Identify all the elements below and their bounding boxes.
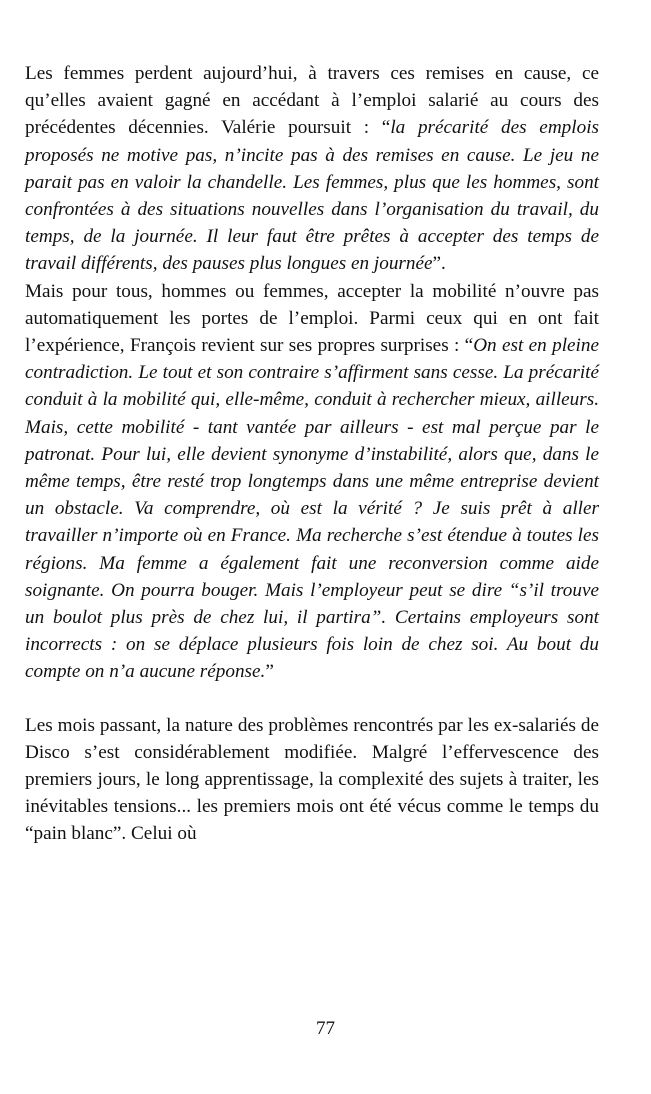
paragraph-intro: Mais pour tous, hommes ou femmes, accepter la mobilité n’ouvre pas automatiquement les portes de l’emploi. Parmi ceux qui en ont fait l’expérience, François revient sur ses propres surprises : “	[25, 280, 599, 357]
francois-quote: On est en pleine contradiction. Le tout et son contraire s’affirment sans cesse. La précarité conduit à la mobilité qui, elle-même, conduit à rechercher mieux, ailleurs. Mais, cette mobilité - tant vantée par ailleurs - est mal perçue par le patronat. Pour lui, elle devient synonyme d’instabilité, alors que, dans le même temps, être resté trop longtemps dans une même entreprise devient un obstacle. Va comprendre, où est la vérité ? Je suis prêt à aller travailler n’importe où en France. Ma recherche s’est étendue à toutes les régions. Ma femme a également fait une reconversion comme aide soignante. On pourra bouger. Mais l’employeur peut se dire “s’il trouve un boulot plus près de chez lui, il partira”. Certains employeurs sont incorrects : on se déplace plusieurs fois loin de chez soi. Au bout du compte on n’a aucune réponse.	[25, 335, 599, 683]
quote-close: ”	[265, 661, 274, 683]
paragraph-intro: Les femmes perdent aujourd’hui, à travers ces remises en cause, ce qu’elles avaient gagné en accédant à l’emploi salarié au cours des précédentes décennies. Valérie poursuit : “	[25, 63, 599, 139]
paragraph-spacer	[25, 686, 599, 712]
paragraph-disco: Les mois passant, la nature des problèmes rencontrés par les ex-salariés de Disco s’est considérablement modifiée. Malgré l’effervescence des premiers jours, le long apprentissage, la complexité des sujets à traiter, les inévitables tensions... les premiers mois ont été vécus comme le temps du “pain blanc”. Celui où	[25, 714, 599, 845]
paragraph-francois	[25, 278, 599, 686]
valerie-quote: la précarité des emplois proposés ne motive pas, n’incite pas à des remises en cause. Le jeu ne parait pas en valoir la chandelle. Les femmes, plus que les hommes, sont confrontées à des situations nouvelles dans l’organisation du travail, du temps, de la journée. Il leur faut être prêtes à accepter des temps de travail différents, des pauses plus longues en journée	[25, 117, 599, 275]
page-body	[25, 60, 599, 848]
quote-close: ”.	[432, 253, 446, 275]
paragraph-valerie	[25, 60, 599, 278]
page-number: 77	[316, 1018, 335, 1039]
